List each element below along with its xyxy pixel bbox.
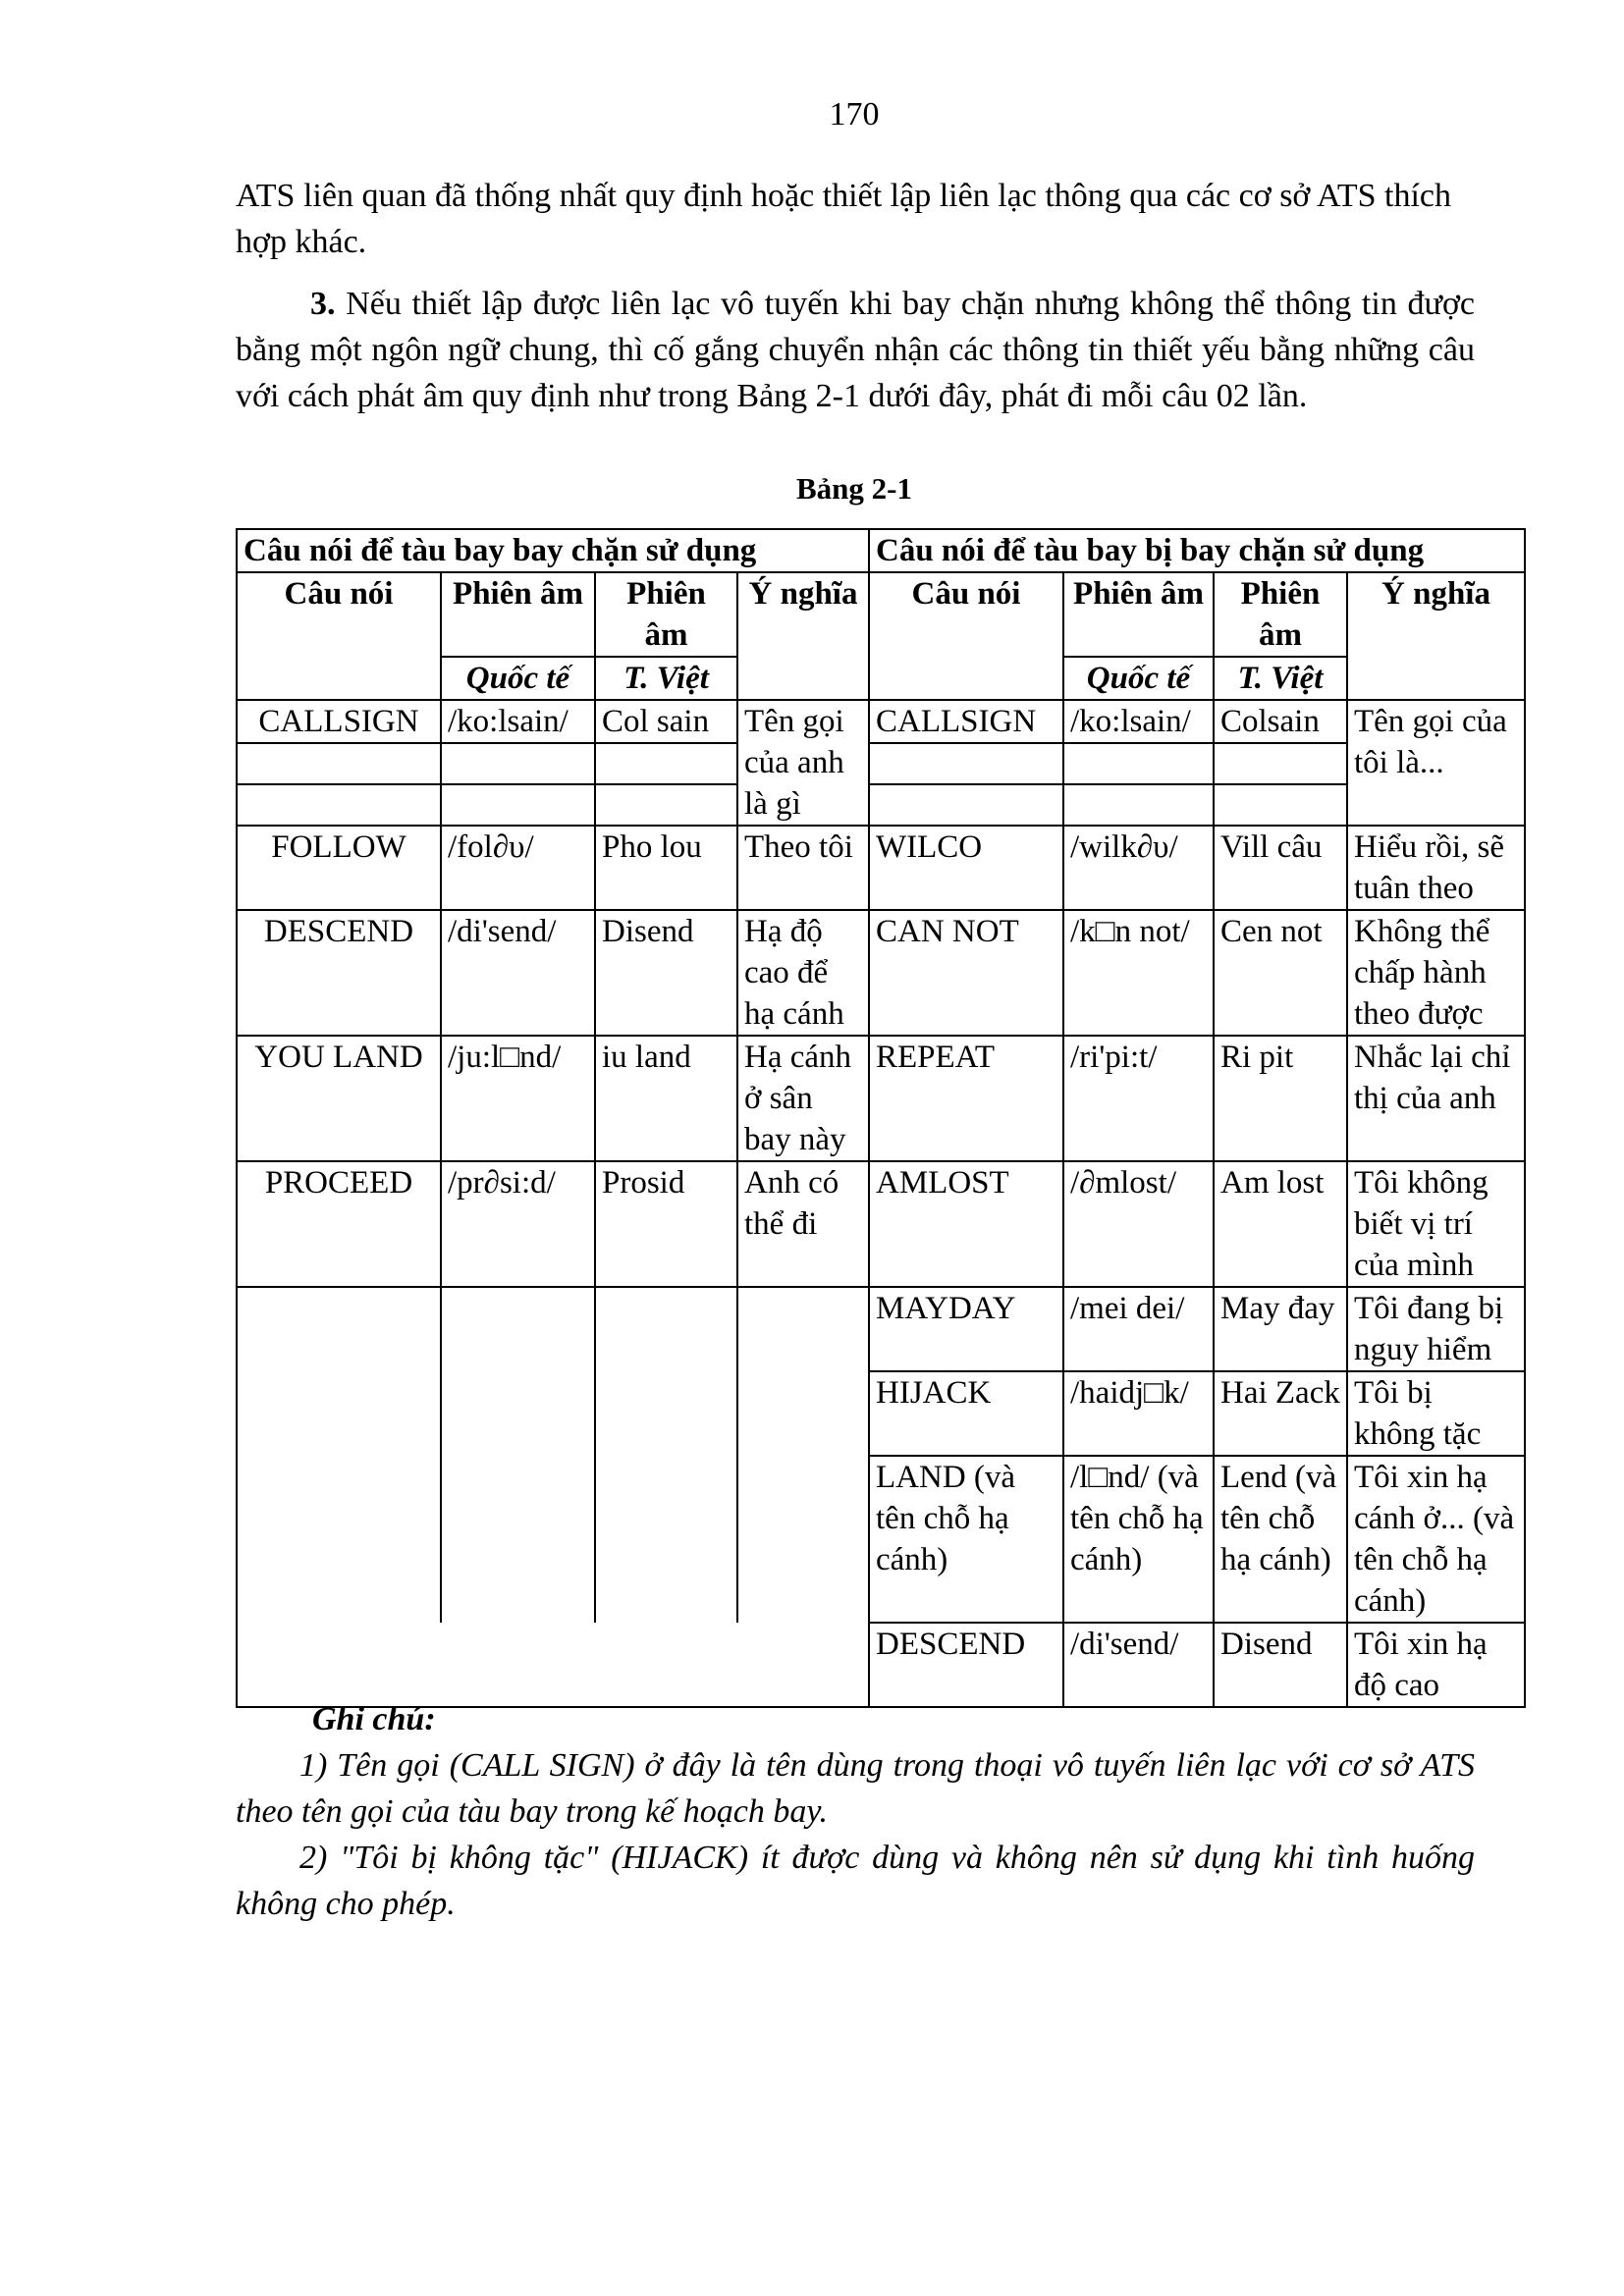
viet-phonetic-cell: Disend bbox=[1214, 1623, 1347, 1707]
viet-phonetic-cell: Am lost bbox=[1214, 1161, 1347, 1287]
intl-phonetic-cell: /ju:l□nd/ bbox=[441, 1036, 595, 1161]
table-row bbox=[237, 1036, 1525, 1161]
intl-phonetic-cell: /haidj□k/ bbox=[1063, 1371, 1214, 1456]
intl-phonetic-cell: /pr∂si:d/ bbox=[441, 1161, 595, 1287]
viet-phonetic-cell: May đay bbox=[1214, 1287, 1347, 1371]
phrase-cell: YOU LAND bbox=[237, 1036, 441, 1161]
col-header-phon-intl: Phiên âm bbox=[1063, 572, 1214, 657]
viet-phonetic-cell: Col sain bbox=[595, 700, 737, 743]
phrase-cell: FOLLOW bbox=[237, 826, 441, 910]
phrase-cell: CAN NOT bbox=[869, 910, 1063, 1036]
intl-phonetic-cell: /k□n not/ bbox=[1063, 910, 1214, 1036]
phrase-cell: REPEAT bbox=[869, 1036, 1063, 1161]
notes-title: Ghi chú: bbox=[312, 1701, 436, 1737]
intl-phonetic-cell: /∂mlost/ bbox=[1063, 1161, 1214, 1287]
meaning-cell: Tôi không biết vị trí của mình bbox=[1347, 1161, 1525, 1287]
meaning-cell: Nhắc lại chỉ thị của anh bbox=[1347, 1036, 1525, 1161]
subheader-viet: T. Việt bbox=[1214, 657, 1347, 700]
phrase-cell: PROCEED bbox=[237, 1161, 441, 1287]
page-number: 170 bbox=[829, 96, 880, 133]
meaning-cell: Tên gọi của anh là gì bbox=[737, 700, 869, 826]
paragraph-continued: ATS liên quan đã thống nhất quy định hoặc thiết lập liên lạc thông qua các cơ sở ATS thích hợp khác. bbox=[236, 178, 1451, 260]
intl-phonetic-cell: /ri'pi:t/ bbox=[1063, 1036, 1214, 1161]
group-header-right: Câu nói để tàu bay bị bay chặn sử dụng bbox=[869, 529, 1525, 572]
col-header-meaning: Ý nghĩa bbox=[1347, 572, 1525, 657]
table-row bbox=[237, 1287, 1525, 1371]
table-row bbox=[237, 1623, 1525, 1707]
phrase-cell: DESCEND bbox=[237, 910, 441, 1036]
subheader-intl: Quốc tế bbox=[1063, 657, 1214, 700]
meaning-cell: Tôi bị không tặc bbox=[1347, 1371, 1525, 1456]
meaning-cell: Hạ cánh ở sân bay này bbox=[737, 1036, 869, 1161]
meaning-cell: Tôi xin hạ cánh ở... (và tên chỗ hạ cánh) bbox=[1347, 1456, 1525, 1623]
col-header-meaning: Ý nghĩa bbox=[737, 572, 869, 657]
viet-phonetic-cell: Lend (và tên chỗ hạ cánh) bbox=[1214, 1456, 1347, 1623]
phrase-cell: MAYDAY bbox=[869, 1287, 1063, 1371]
phrase-cell: HIJACK bbox=[869, 1371, 1063, 1456]
table-row bbox=[237, 700, 1525, 743]
viet-phonetic-cell: Vill câu bbox=[1214, 826, 1347, 910]
viet-phonetic-cell: Cen not bbox=[1214, 910, 1347, 1036]
col-header-phrase: Câu nói bbox=[237, 572, 441, 657]
meaning-cell: Hiểu rồi, sẽ tuân theo bbox=[1347, 826, 1525, 910]
intl-phonetic-cell: /ko:lsain/ bbox=[1063, 700, 1214, 743]
viet-phonetic-cell: Hai Zack bbox=[1214, 1371, 1347, 1456]
intl-phonetic-cell: /fol∂υ/ bbox=[441, 826, 595, 910]
meaning-cell: Tôi đang bị nguy hiểm bbox=[1347, 1287, 1525, 1371]
phrase-cell: DESCEND bbox=[869, 1623, 1063, 1707]
subheader-intl: Quốc tế bbox=[441, 657, 595, 700]
paragraph-3 bbox=[236, 281, 1475, 419]
phrase-cell: WILCO bbox=[869, 826, 1063, 910]
intl-phonetic-cell: /di'send/ bbox=[441, 910, 595, 1036]
table-caption: Bảng 2-1 bbox=[796, 471, 912, 506]
meaning-cell: Theo tôi bbox=[737, 826, 869, 910]
col-header-phon-viet: Phiên âm bbox=[1214, 572, 1347, 657]
viet-phonetic-cell: iu land bbox=[595, 1036, 737, 1161]
subheader-viet: T. Việt bbox=[595, 657, 737, 700]
col-header-phrase: Câu nói bbox=[869, 572, 1063, 657]
viet-phonetic-cell: Prosid bbox=[595, 1161, 737, 1287]
intl-phonetic-cell: /wilk∂υ/ bbox=[1063, 826, 1214, 910]
paragraph-number: 3. bbox=[310, 286, 336, 322]
note-item: 1) Tên gọi (CALL SIGN) ở đây là tên dùng trong thoại vô tuyến liên lạc với cơ sở ATS theo tên gọi của tàu bay trong kế hoạch bay. bbox=[236, 1747, 1475, 1830]
viet-phonetic-cell: Pho lou bbox=[595, 826, 737, 910]
note-item: 2) "Tôi bị không tặc" (HIJACK) ít được dùng và không nên sử dụng khi tình huống không cho phép. bbox=[236, 1840, 1475, 1922]
paragraph-text: Nếu thiết lập được liên lạc vô tuyến khi bay chặn nhưng không thể thông tin được bằng một ngôn ngữ chung, thì cố gắng chuyển nhận các thông tin thiết yếu bằng những câu với cách phát âm quy định như trong Bảng 2-1 dưới đây, phát đi mỗi câu 02 lần. bbox=[236, 286, 1476, 414]
phrase-cell: AMLOST bbox=[869, 1161, 1063, 1287]
intl-phonetic-cell: /di'send/ bbox=[1063, 1623, 1214, 1707]
intl-phonetic-cell: /l□nd/ (và tên chỗ hạ cánh) bbox=[1063, 1456, 1214, 1623]
notes-section bbox=[236, 1696, 1475, 1927]
table-row bbox=[237, 1161, 1525, 1287]
group-header-left: Câu nói để tàu bay bay chặn sử dụng bbox=[237, 529, 869, 572]
table-row bbox=[237, 910, 1525, 1036]
phrase-cell: LAND (và tên chỗ hạ cánh) bbox=[869, 1456, 1063, 1623]
col-header-phon-intl: Phiên âm bbox=[441, 572, 595, 657]
viet-phonetic-cell: Disend bbox=[595, 910, 737, 1036]
meaning-cell: Tên gọi của tôi là... bbox=[1347, 700, 1525, 826]
intl-phonetic-cell: /mei dei/ bbox=[1063, 1287, 1214, 1371]
meaning-cell: Không thể chấp hành theo được bbox=[1347, 910, 1525, 1036]
table-row bbox=[237, 826, 1525, 910]
phrase-cell: CALLSIGN bbox=[869, 700, 1063, 743]
viet-phonetic-cell: Colsain bbox=[1214, 700, 1347, 743]
viet-phonetic-cell: Ri pit bbox=[1214, 1036, 1347, 1161]
phrase-cell: CALLSIGN bbox=[237, 700, 441, 743]
col-header-phon-viet: Phiên âm bbox=[595, 572, 737, 657]
meaning-cell: Tôi xin hạ độ cao bbox=[1347, 1623, 1525, 1707]
meaning-cell: Hạ độ cao để hạ cánh bbox=[737, 910, 869, 1036]
meaning-cell: Anh có thể đi bbox=[737, 1161, 869, 1287]
phrase-table bbox=[236, 528, 1526, 1708]
intl-phonetic-cell: /ko:lsain/ bbox=[441, 700, 595, 743]
